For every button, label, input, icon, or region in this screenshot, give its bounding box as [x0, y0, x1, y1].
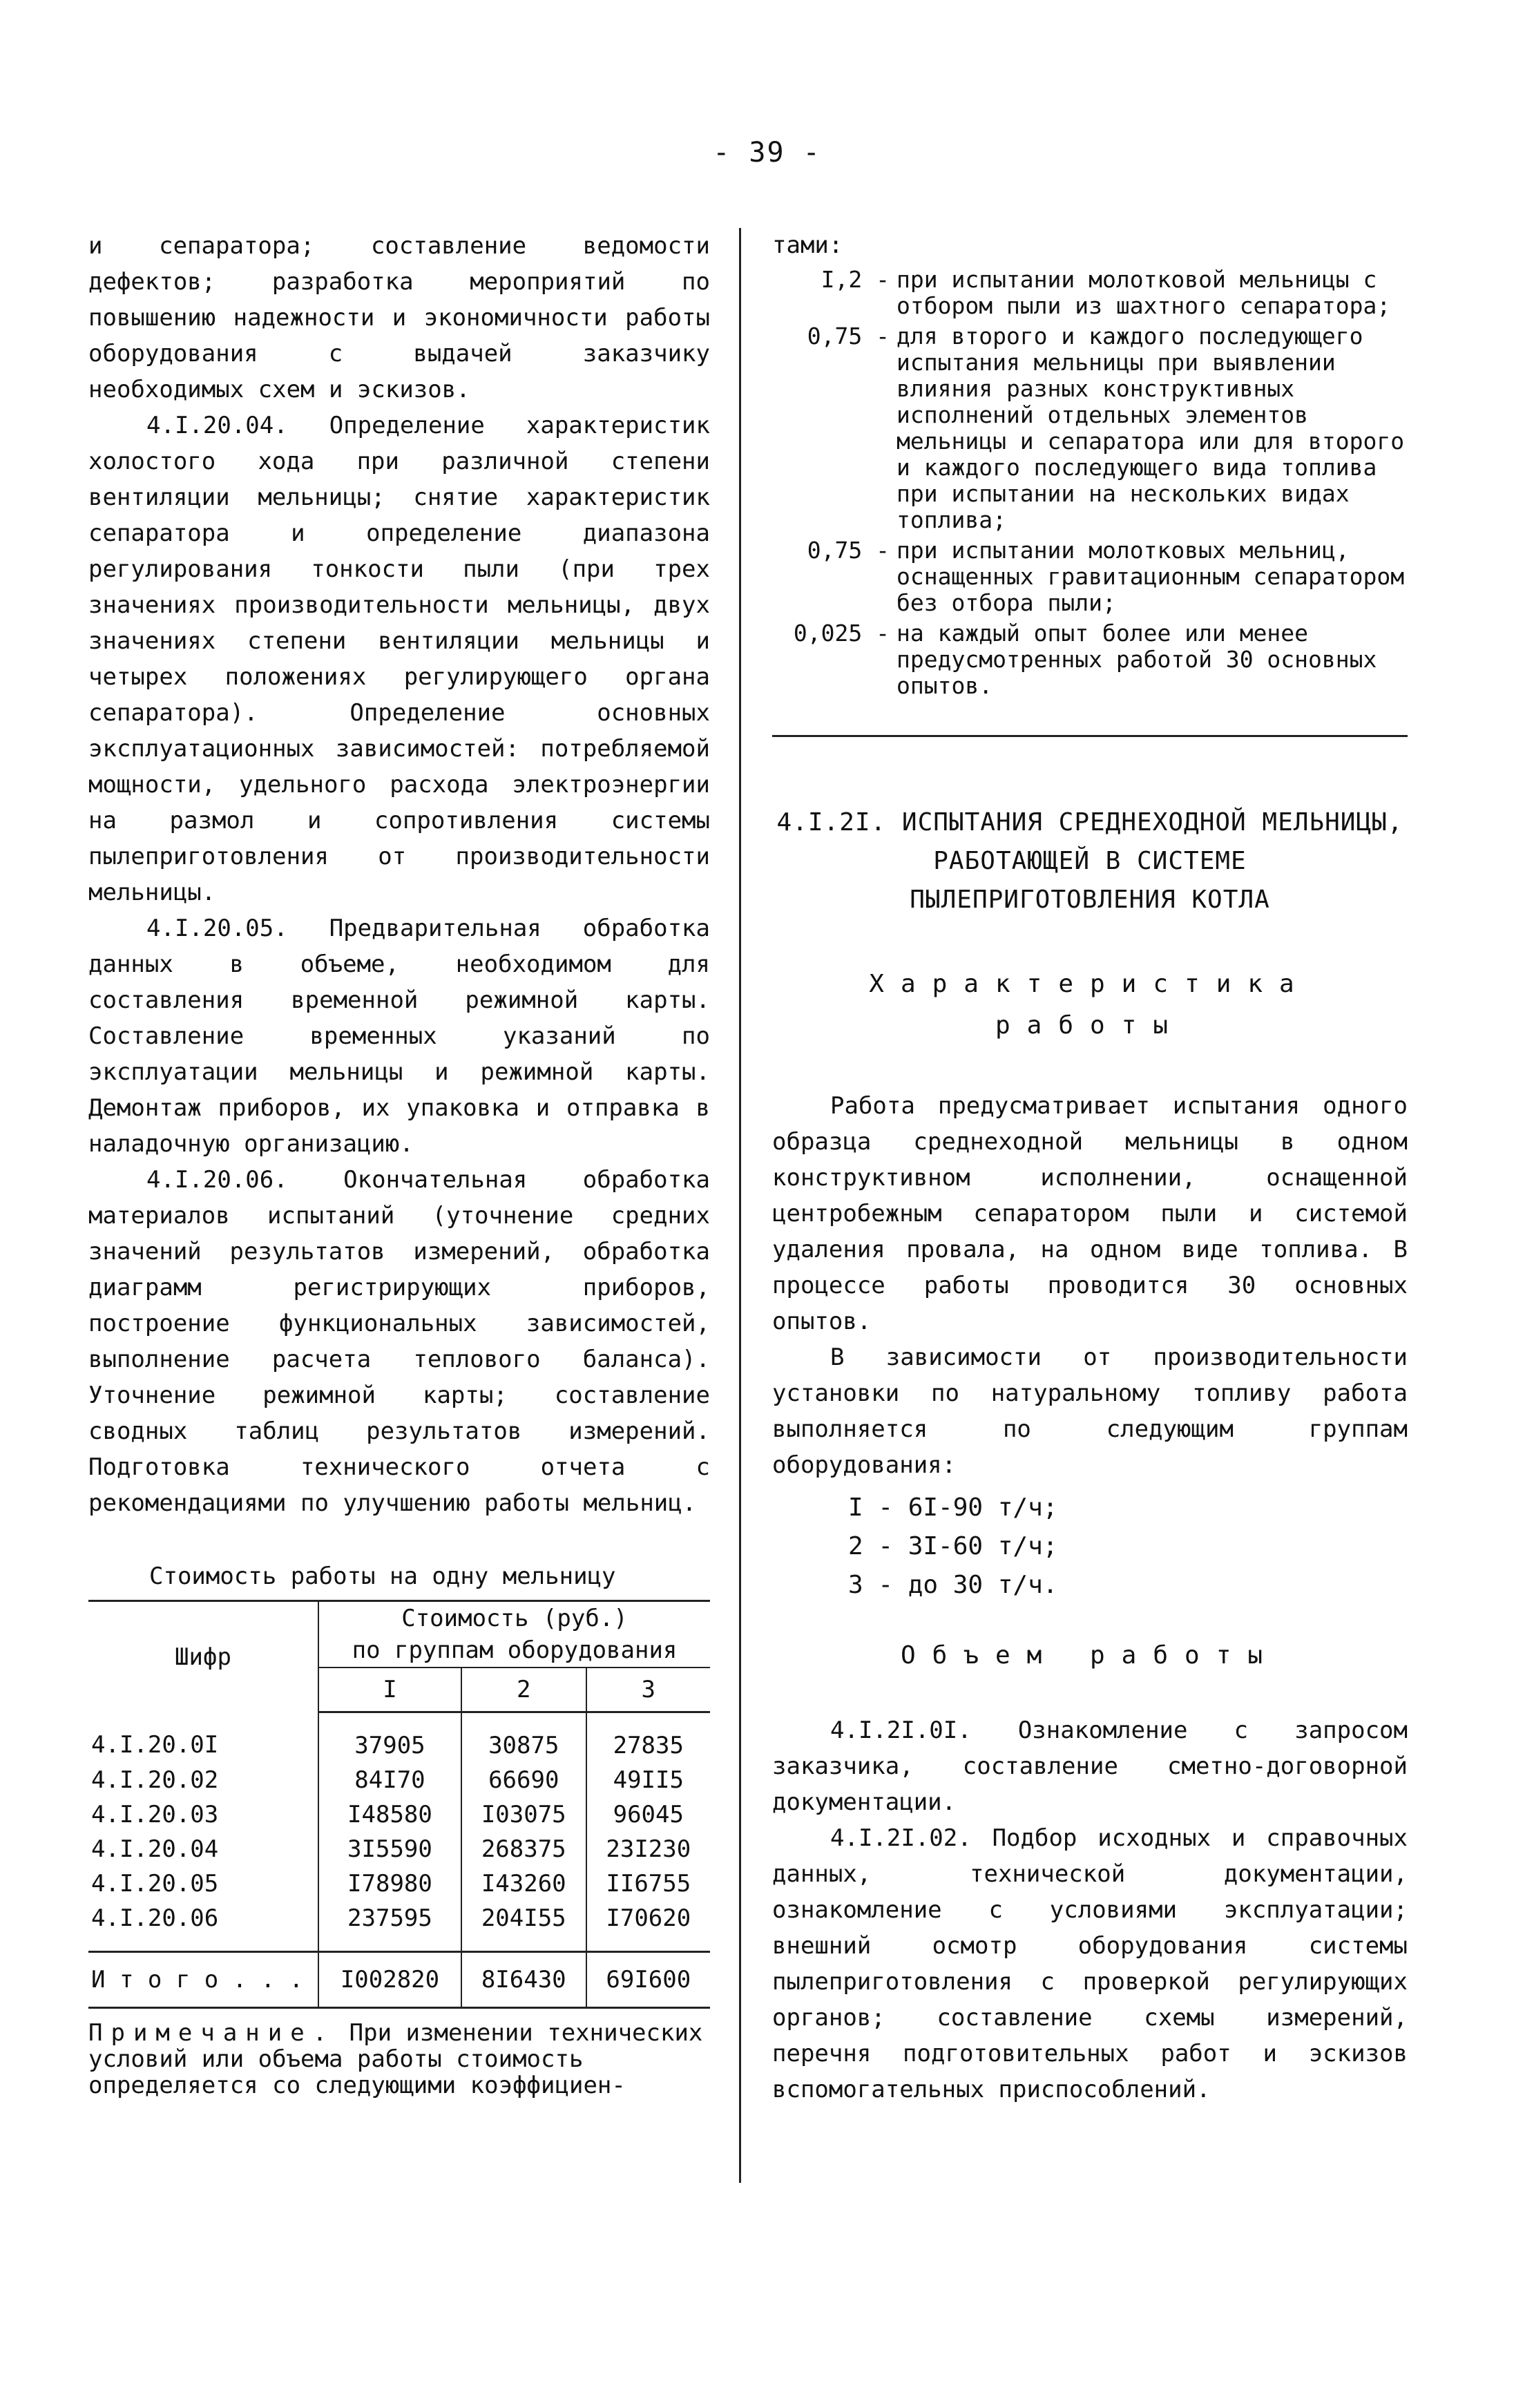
- cell-shifr: 4.I.20.04: [88, 1832, 318, 1866]
- cost-header-line2: по группам оборудования: [352, 1636, 678, 1664]
- scope-heading: Объем работы: [900, 1641, 1280, 1670]
- cell-group-2: 204I55: [461, 1901, 586, 1952]
- paragraph: 4.I.20.05. Предварительная обработка данных в объеме, необходимом для составления временной режимной карты. Составление временных указаний по эксплуатации мельницы и режимной карты. Демонтаж приборов, их упаковка и отправка в наладочную организацию.: [88, 915, 710, 1158]
- table-total-row: [88, 1952, 710, 2008]
- coefficient-item: [772, 267, 1408, 319]
- column-header-cost: [318, 1601, 710, 1668]
- left-column: [88, 228, 710, 2099]
- cell-group-1: I48580: [318, 1797, 461, 1832]
- cost-table: [88, 1600, 710, 2009]
- section-title-line: 4.I.2I. ИСПЫТАНИЯ СРЕДНЕХОДНОЙ МЕЛЬНИЦЫ,: [776, 808, 1403, 837]
- note-label: Примечание.: [88, 2019, 336, 2047]
- heading-line: Характеристика: [869, 970, 1311, 998]
- table-note: [88, 2020, 710, 2099]
- paragraph: Работа предусматривает испытания одного образца среднеходной мельницы в одном конструктивном исполнении, оснащенной центробежным сепаратором пыли и системой удаления провала, на одном виде топлива. В процессе работы проводится 30 основных опытов.: [772, 1092, 1408, 1335]
- section-divider: [772, 735, 1408, 737]
- table-row: [88, 1797, 710, 1832]
- table-row: [88, 1901, 710, 1952]
- cell-group-1: 84I70: [318, 1763, 461, 1797]
- coefficient-item: [772, 323, 1408, 533]
- cell-group-1: 237595: [318, 1901, 461, 1952]
- coefficient-text: при испытании молотковой мельницы с отбором пыли из шахтного сепаратора;: [897, 266, 1391, 319]
- column-header-shifr: Шифр: [88, 1601, 318, 1712]
- cell-group-2: I03075: [461, 1797, 586, 1832]
- coefficient-value: 0,025 -: [793, 620, 890, 647]
- table-row: [88, 1832, 710, 1866]
- group-header-3: 3: [586, 1668, 710, 1712]
- cell-group-2: 268375: [461, 1832, 586, 1866]
- page-number: - 39 -: [713, 137, 821, 169]
- characteristic-heading: [772, 964, 1408, 1047]
- cell-shifr: 4.I.20.06: [88, 1901, 318, 1952]
- heading-line: работы: [995, 1011, 1185, 1040]
- table-row: [88, 1866, 710, 1901]
- coefficient-text: при испытании молотковых мельниц, оснащенных гравитационным сепаратором без отбора пыли;: [897, 537, 1405, 616]
- group-item: I - 6I-90 т/ч;: [848, 1493, 1058, 1522]
- group-header-2: 2: [461, 1668, 586, 1712]
- cell-group-1: 3I5590: [318, 1832, 461, 1866]
- cell-group-2: I43260: [461, 1866, 586, 1901]
- cell-group-3: 27835: [613, 1732, 684, 1759]
- cell-group-3: 23I230: [606, 1835, 691, 1863]
- coefficient-value: I,2 -: [821, 266, 890, 293]
- table-caption: Стоимость работы на одну мельницу: [149, 1563, 616, 1590]
- group-item: 3 - до 30 т/ч.: [848, 1571, 1058, 1599]
- equipment-groups: [848, 1489, 1408, 1605]
- paragraph: 4.I.2I.02. Подбор исходных и справочных данных, технической документации, ознакомление с условиями эксплуатации; внешний осмотр оборудования системы пылеприготовления с проверкой регулирующих органов; составление схемы измерений, перечня подготовительных работ и эскизов вспомогательных приспособлений.: [772, 1824, 1408, 2103]
- total-label: И т о г о . . .: [88, 1952, 318, 2008]
- coefficient-item: [772, 620, 1408, 699]
- paragraph: 4.I.2I.0I. Ознакомление с запросом заказчика, составление сметно-договорной документации.: [772, 1717, 1408, 1816]
- table-row: [88, 1763, 710, 1797]
- cell-group-1: 37905: [318, 1712, 461, 1764]
- cell-shifr: 4.I.20.02: [88, 1763, 318, 1797]
- total-group-1: I002820: [318, 1952, 461, 2008]
- cell-group-3: 49II5: [613, 1766, 684, 1794]
- coefficient-text: для второго и каждого последующего испытания мельницы при выявлении влияния разных конструктивных исполнений отдельных элементов мельницы и сепаратора или для второго и каждого последующего вида топлива при испытании на нескольких видах топлива;: [897, 323, 1405, 533]
- coefficient-lead: тами:: [772, 231, 843, 259]
- cell-group-3: 96045: [613, 1801, 684, 1828]
- right-column: [772, 228, 1408, 2108]
- total-group-3: 69I600: [586, 1952, 710, 2008]
- column-divider: [739, 228, 741, 2183]
- paragraph: 4.I.20.04. Определение характеристик холостого хода при различной степени вентиляции мельницы; снятие характеристик сепаратора и определение диапазона регулирования тонкости пыли (при трех значениях производительности мельницы, двух значениях степени вентиляции мельницы и четырех положениях регулирующего органа сепаратора). Определение основных эксплуатационных зависимостей: потребляемой мощности, удельного расхода электроэнергии на размол и сопротивления системы пылеприготовления от производительности мельницы.: [88, 412, 710, 906]
- cost-header-line1: Стоимость (руб.): [401, 1605, 628, 1632]
- section-title: [772, 803, 1408, 919]
- coefficient-text: на каждый опыт более или менее предусмотренных работой 30 основных опытов.: [897, 620, 1377, 699]
- coefficient-value: 0,75 -: [807, 323, 890, 350]
- cell-shifr: 4.I.20.05: [88, 1866, 318, 1901]
- cell-group-3: I70620: [606, 1904, 691, 1932]
- section-title-line: ПЫЛЕПРИГОТОВЛЕНИЯ КОТЛА: [910, 886, 1270, 914]
- cell-group-3: II6755: [606, 1870, 691, 1898]
- coefficient-value: 0,75 -: [807, 537, 890, 564]
- paragraph: В зависимости от производительности установки по натуральному топливу работа выполняется по следующим группам оборудования:: [772, 1344, 1408, 1479]
- cell-group-2: 66690: [461, 1763, 586, 1797]
- cell-group-2: 30875: [461, 1712, 586, 1764]
- paragraph: 4.I.20.06. Окончательная обработка материалов испытаний (уточнение средних значений результатов измерений, обработка диаграмм регистрирующих приборов, построение функциональных зависимостей, выполнение расчета теплового баланса). Уточнение режимной карты; составление сводных таблиц результатов измерений. Подготовка технического отчета с рекомендациями по улучшению работы мельниц.: [88, 1166, 710, 1517]
- cell-shifr: 4.I.20.03: [88, 1797, 318, 1832]
- total-group-2: 8I6430: [461, 1952, 586, 2008]
- section-title-line: РАБОТАЮЩЕЙ В СИСТЕМЕ: [933, 847, 1247, 875]
- paragraph: и сепаратора; составление ведомости дефектов; разработка мероприятий по повышению надежности и экономичности работы оборудования с выдачей заказчику необходимых схем и эскизов.: [88, 232, 710, 403]
- table-row: [88, 1712, 710, 1764]
- group-header-1: I: [318, 1668, 461, 1712]
- note-text: При изменении технических условий или объема работы стоимость определяется со следующими коэффициен-: [88, 2019, 703, 2099]
- group-item: 2 - 3I-60 т/ч;: [848, 1532, 1058, 1560]
- cell-shifr: 4.I.20.0I: [88, 1712, 318, 1764]
- cell-group-1: I78980: [318, 1866, 461, 1901]
- coefficient-item: [772, 537, 1408, 616]
